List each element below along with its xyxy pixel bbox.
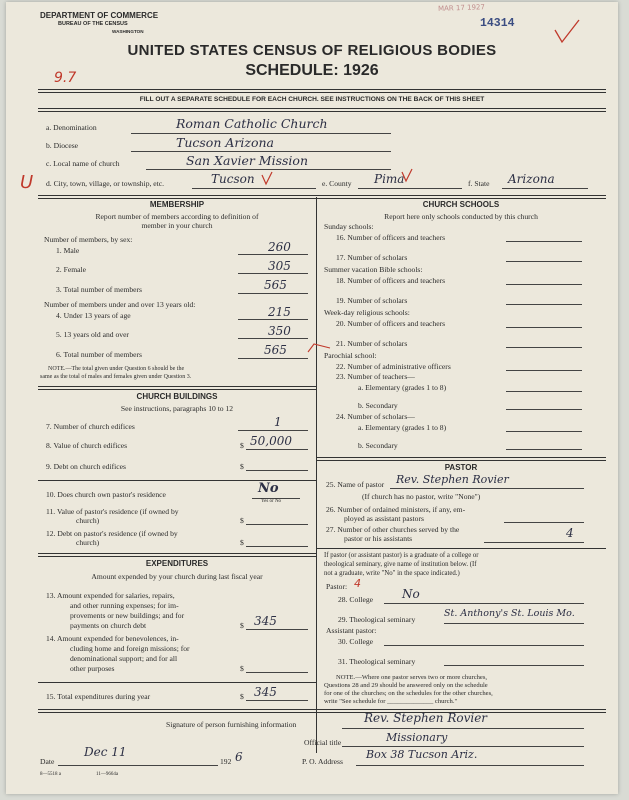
- value-diocese: Tucson Arizona: [176, 135, 274, 150]
- q12-label-2: church): [76, 538, 100, 547]
- page-title: UNITED STATES CENSUS OF RELIGIOUS BODIES: [127, 42, 497, 59]
- q29-value: St. Anthony's St. Louis Mo.: [444, 608, 575, 619]
- q21-label: 21. Number of scholars: [336, 339, 408, 348]
- expenditures-title: EXPENDITURES: [145, 559, 209, 568]
- schools-title: CHURCH SCHOOLS: [422, 200, 500, 209]
- membership-title: MEMBERSHIP: [149, 200, 205, 209]
- q12-label-1: 12. Debt on pastor's residence (if owned by: [46, 529, 178, 538]
- q23a-label: a. Elementary (grades 1 to 8): [358, 383, 447, 392]
- q11-label-2: church): [76, 516, 100, 525]
- q13-label-1: 13. Amount expended for salaries, repairs,: [46, 591, 175, 600]
- q9-dollar: $: [240, 462, 244, 471]
- check-mark-icon: [400, 168, 414, 189]
- q5-value: 350: [268, 324, 291, 338]
- received-stamp: MAR 17 1927: [437, 3, 486, 13]
- signature-value: Rev. Stephen Rovier: [364, 711, 488, 725]
- value-local-name: San Xavier Mission: [186, 153, 308, 168]
- members-by-age: Number of members under and over 13 years old:: [44, 300, 196, 309]
- pastor-note-4: write "See schedule for ______________ church.": [324, 698, 458, 705]
- label-state: f. State: [468, 179, 490, 188]
- q13-dollar: $: [240, 621, 244, 630]
- q14-label-2: cluding home and foreign missions; for: [70, 644, 190, 653]
- q7-value: 1: [274, 415, 282, 429]
- q9-label: 9. Debt on church edifices: [46, 462, 126, 471]
- q28-value: No: [402, 587, 420, 601]
- q14-dollar: $: [240, 664, 244, 673]
- membership-note-1: NOTE.—The total given under Question 6 should be the: [48, 366, 185, 372]
- q28-label: 28. College: [338, 595, 374, 604]
- q31-label: 31. Theological seminary: [338, 657, 416, 666]
- expenditures-sub: Amount expended by your church during last fiscal year: [91, 572, 263, 581]
- q24a-label: a. Elementary (grades 1 to 8): [358, 423, 447, 432]
- label-local-name: c. Local name of church: [46, 159, 120, 168]
- parochial-school: Parochial school:: [324, 351, 377, 360]
- q8-dollar: $: [240, 441, 244, 450]
- q14-label-3: denominational support; and for all: [70, 654, 178, 663]
- q22-label: 22. Number of administrative officers: [336, 362, 451, 371]
- q7-label: 7. Number of church edifices: [46, 422, 135, 431]
- q26-label-2: ployed as assistant pastors: [344, 514, 424, 523]
- q25-note: (If church has no pastor, write "None"): [362, 492, 481, 501]
- membership-intro-2: member in your church: [141, 221, 213, 230]
- label-county: e. County: [322, 179, 352, 188]
- q19-label: 19. Number of scholars: [336, 296, 408, 305]
- q1-value: 260: [268, 240, 291, 254]
- q11-dollar: $: [240, 516, 244, 525]
- check-mark-icon: [260, 171, 274, 192]
- pastor-note-3: for one of the churches; on the schedules for the other churches,: [324, 690, 493, 697]
- weekday-schools: Week-day religious schools:: [324, 308, 410, 317]
- po-address-value: Box 38 Tucson Ariz.: [366, 748, 478, 761]
- sunday-schools: Sunday schools:: [324, 222, 374, 231]
- pastor-note-2: Questions 28 and 29 should be answered only on the schedule: [324, 682, 488, 689]
- q27-label-1: 27. Number of other churches served by the: [326, 525, 460, 534]
- buildings-title: CHURCH BUILDINGS: [136, 392, 218, 401]
- q11-label-1: 11. Value of pastor's residence (if owned by: [46, 507, 179, 516]
- q23b-label: b. Secondary: [358, 401, 398, 410]
- q14-label-4: other purposes: [70, 664, 115, 673]
- q8-value: 50,000: [250, 434, 292, 448]
- membership-intro-1: Report number of members according to definition of: [95, 212, 259, 221]
- q23-label: 23. Number of teachers—: [336, 372, 415, 381]
- official-title-label: Official title: [304, 738, 342, 747]
- assistant-pastor-label: Assistant pastor:: [326, 626, 377, 635]
- value-state: Arizona: [508, 172, 555, 186]
- q12-dollar: $: [240, 538, 244, 547]
- q13-label-2: and other running expenses; for im-: [70, 601, 179, 610]
- members-by-sex: Number of members, by sex:: [44, 235, 133, 244]
- form-code-2: 11—9664a: [96, 772, 119, 777]
- q13-label-3: provements or new buildings; and for: [70, 611, 185, 620]
- label-diocese: b. Diocese: [46, 141, 79, 150]
- q29-label: 29. Theological seminary: [338, 615, 416, 624]
- q5-label: 5. 13 years old and over: [56, 330, 129, 339]
- q13-label-4: payments on church debt: [70, 621, 147, 630]
- value-county: Pima: [374, 172, 405, 186]
- bureau-heading: BUREAU OF THE CENSUS: [58, 21, 128, 27]
- label-city: d. City, town, village, or township, etc.: [46, 179, 165, 188]
- q18-label: 18. Number of officers and teachers: [336, 276, 446, 285]
- graduate-note-2: theological seminary, give name of institution below. (If: [324, 561, 477, 568]
- q3-value: 565: [264, 278, 287, 292]
- q14-label-1: 14. Amount expended for benevolences, in-: [46, 634, 179, 643]
- schools-intro: Report here only schools conducted by this church: [384, 212, 538, 221]
- pastor-label: Pastor:: [326, 582, 348, 591]
- city-heading: WASHINGTON: [112, 29, 144, 34]
- value-city: Tucson: [211, 172, 255, 186]
- date-label: Date: [40, 757, 55, 766]
- q10-value: No: [258, 481, 279, 496]
- q6-label: 6. Total number of members: [56, 350, 143, 359]
- membership-note-2: same as the total of males and females given under Question 3.: [40, 374, 192, 380]
- form-serial-number: 14314: [480, 17, 515, 30]
- q30-label: 30. College: [338, 637, 374, 646]
- q6-value: 565: [264, 343, 287, 357]
- q4-label: 4. Under 13 years of age: [56, 311, 131, 320]
- q13-value: 345: [254, 614, 277, 628]
- q1-label: 1. Male: [56, 246, 80, 255]
- year-digit: 6: [235, 750, 243, 764]
- signature-label: Signature of person furnishing information: [166, 720, 297, 729]
- q10-label: 10. Does church own pastor's residence: [46, 490, 166, 499]
- q16-label: 16. Number of officers and teachers: [336, 233, 446, 242]
- q2-label: 2. Female: [56, 265, 86, 274]
- year-label: 192: [220, 757, 232, 766]
- q17-label: 17. Number of scholars: [336, 253, 408, 262]
- graduate-note-1: If pastor (or assistant pastor) is a graduate of a college or: [324, 552, 479, 559]
- q25-value: Rev. Stephen Rovier: [396, 473, 509, 486]
- official-title-value: Missionary: [386, 731, 448, 744]
- form-code: 8—5518 a: [40, 772, 61, 777]
- q15-dollar: $: [240, 692, 244, 701]
- q26-label-1: 26. Number of ordained ministers, if any, em-: [326, 505, 466, 514]
- instruction-banner: FILL OUT A SEPARATE SCHEDULE FOR EACH CHURCH. SEE INSTRUCTIONS ON THE BACK OF THIS SHEET: [139, 96, 485, 103]
- q8-label: 8. Value of church edifices: [46, 441, 128, 450]
- pastor-mark: 4: [354, 577, 361, 590]
- date-value: Dec 11: [84, 745, 127, 759]
- q4-value: 215: [268, 305, 291, 319]
- graduate-note-3: not a graduate, write "No" in the space indicated.): [324, 570, 460, 577]
- po-address-label: P. O. Address: [302, 757, 343, 766]
- department-heading: DEPARTMENT OF COMMERCE: [40, 11, 159, 20]
- buildings-sub: See instructions, paragraphs 10 to 12: [120, 404, 234, 413]
- pencil-mark: 9.7: [54, 70, 77, 86]
- q27-value: 4: [566, 526, 574, 540]
- census-schedule-sheet: [6, 2, 618, 794]
- q24b-label: b. Secondary: [358, 441, 398, 450]
- q2-value: 305: [268, 259, 291, 273]
- page-subtitle: SCHEDULE: 1926: [245, 62, 379, 79]
- q25-label: 25. Name of pastor: [326, 480, 385, 489]
- value-denomination: Roman Catholic Church: [176, 116, 328, 131]
- yes-no-hint: Yes or No: [261, 499, 282, 504]
- q15-value: 345: [254, 685, 277, 699]
- pastor-title: PASTOR: [444, 463, 478, 472]
- summer-schools: Summer vacation Bible schools:: [324, 265, 423, 274]
- q3-label: 3. Total number of members: [56, 285, 143, 294]
- q15-label: 15. Total expenditures during year: [46, 692, 151, 701]
- q24-label: 24. Number of scholars—: [336, 412, 415, 421]
- label-denomination: a. Denomination: [46, 123, 97, 132]
- pastor-note-1: NOTE.—Where one pastor serves two or more churches,: [336, 674, 488, 681]
- u-mark: U: [20, 172, 34, 193]
- q20-label: 20. Number of officers and teachers: [336, 319, 446, 328]
- q27-label-2: pastor or his assistants: [344, 534, 413, 543]
